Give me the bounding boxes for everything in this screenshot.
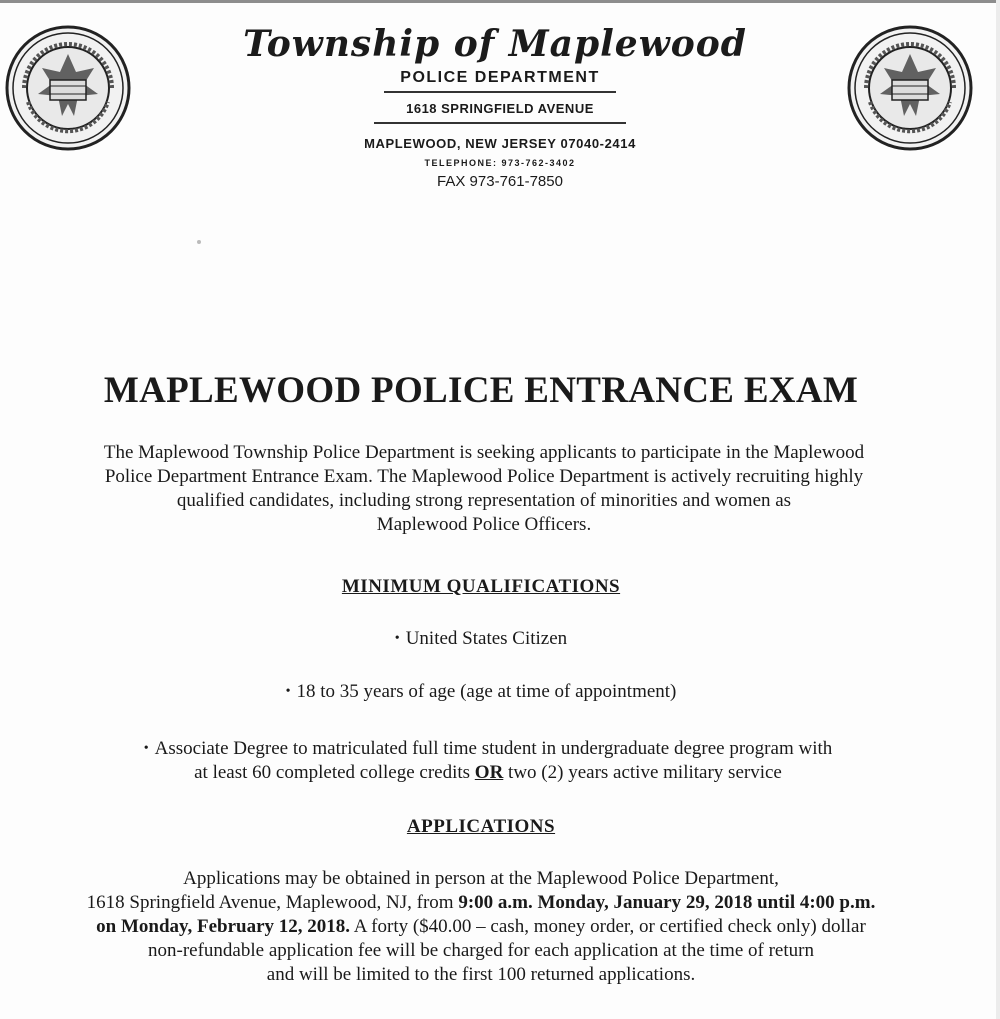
qualification-text: two (2) years active military service	[503, 762, 782, 783]
intro-line: qualified candidates, including strong representation of minorities and women as	[176, 490, 792, 511]
application-period-end: on Monday, February 12, 2018.	[96, 916, 351, 937]
intro-line: Maplewood Police Officers.	[376, 514, 592, 535]
application-period-start: 9:00 a.m. Monday, January 29, 2018 until 4:00 p.m.	[458, 892, 876, 913]
qualification-text: at least 60 completed college credits	[194, 762, 475, 783]
bullet-icon: •	[394, 631, 400, 646]
city-state-zip: MAPLEWOOD, NEW JERSEY 07040-2414	[364, 136, 636, 151]
department-name: POLICE DEPARTMENT	[400, 69, 600, 86]
township-seal-right	[846, 24, 974, 152]
or-emphasis: OR	[474, 762, 504, 783]
intro-line: The Maplewood Township Police Department is seeking applicants to participate in the Maplewood	[103, 442, 865, 463]
applications-line: Applications may be obtained in person at the Maplewood Police Department,	[183, 868, 779, 889]
bullet-icon: •	[285, 684, 291, 699]
street-address: 1618 SPRINGFIELD AVENUE	[406, 101, 594, 116]
scan-speck	[197, 240, 201, 244]
qualification-item	[0, 627, 962, 651]
qualifications-heading: MINIMUM QUALIFICATIONS	[341, 576, 621, 597]
document-title: MAPLEWOOD POLICE ENTRANCE EXAM	[103, 370, 859, 411]
applications-paragraph	[0, 867, 962, 987]
top-border	[0, 0, 1000, 3]
qualification-item	[0, 680, 962, 704]
applications-line: A forty ($40.00 – cash, money order, or certified check only) dollar	[350, 916, 866, 937]
right-edge	[996, 0, 1000, 1019]
bullet-icon: •	[143, 741, 149, 756]
letterhead-rule	[384, 91, 616, 93]
address-rule	[374, 122, 626, 124]
applications-line: and will be limited to the first 100 returned applications.	[266, 964, 696, 985]
intro-line: Police Department Entrance Exam. The Maplewood Police Department is actively recruiting highly	[104, 466, 864, 487]
applications-line: non-refundable application fee will be charged for each application at the time of return	[148, 940, 814, 961]
qualification-item	[18, 737, 958, 785]
township-seal-left	[4, 24, 132, 152]
qualification-text: United States Citizen	[405, 628, 568, 649]
applications-heading: APPLICATIONS	[406, 816, 556, 837]
applications-line: 1618 Springfield Avenue, Maplewood, NJ, from	[86, 892, 459, 913]
intro-paragraph	[14, 441, 954, 537]
township-name: Township of Maplewood	[243, 23, 747, 65]
qualification-text: 18 to 35 years of age (age at time of appointment)	[296, 681, 677, 702]
telephone: TELEPHONE: 973-762-3402	[424, 158, 576, 168]
fax-number: FAX 973-761-7850	[437, 173, 563, 190]
qualification-text: Associate Degree to matriculated full time student in undergraduate degree program with	[154, 738, 833, 759]
letterhead	[230, 22, 770, 191]
